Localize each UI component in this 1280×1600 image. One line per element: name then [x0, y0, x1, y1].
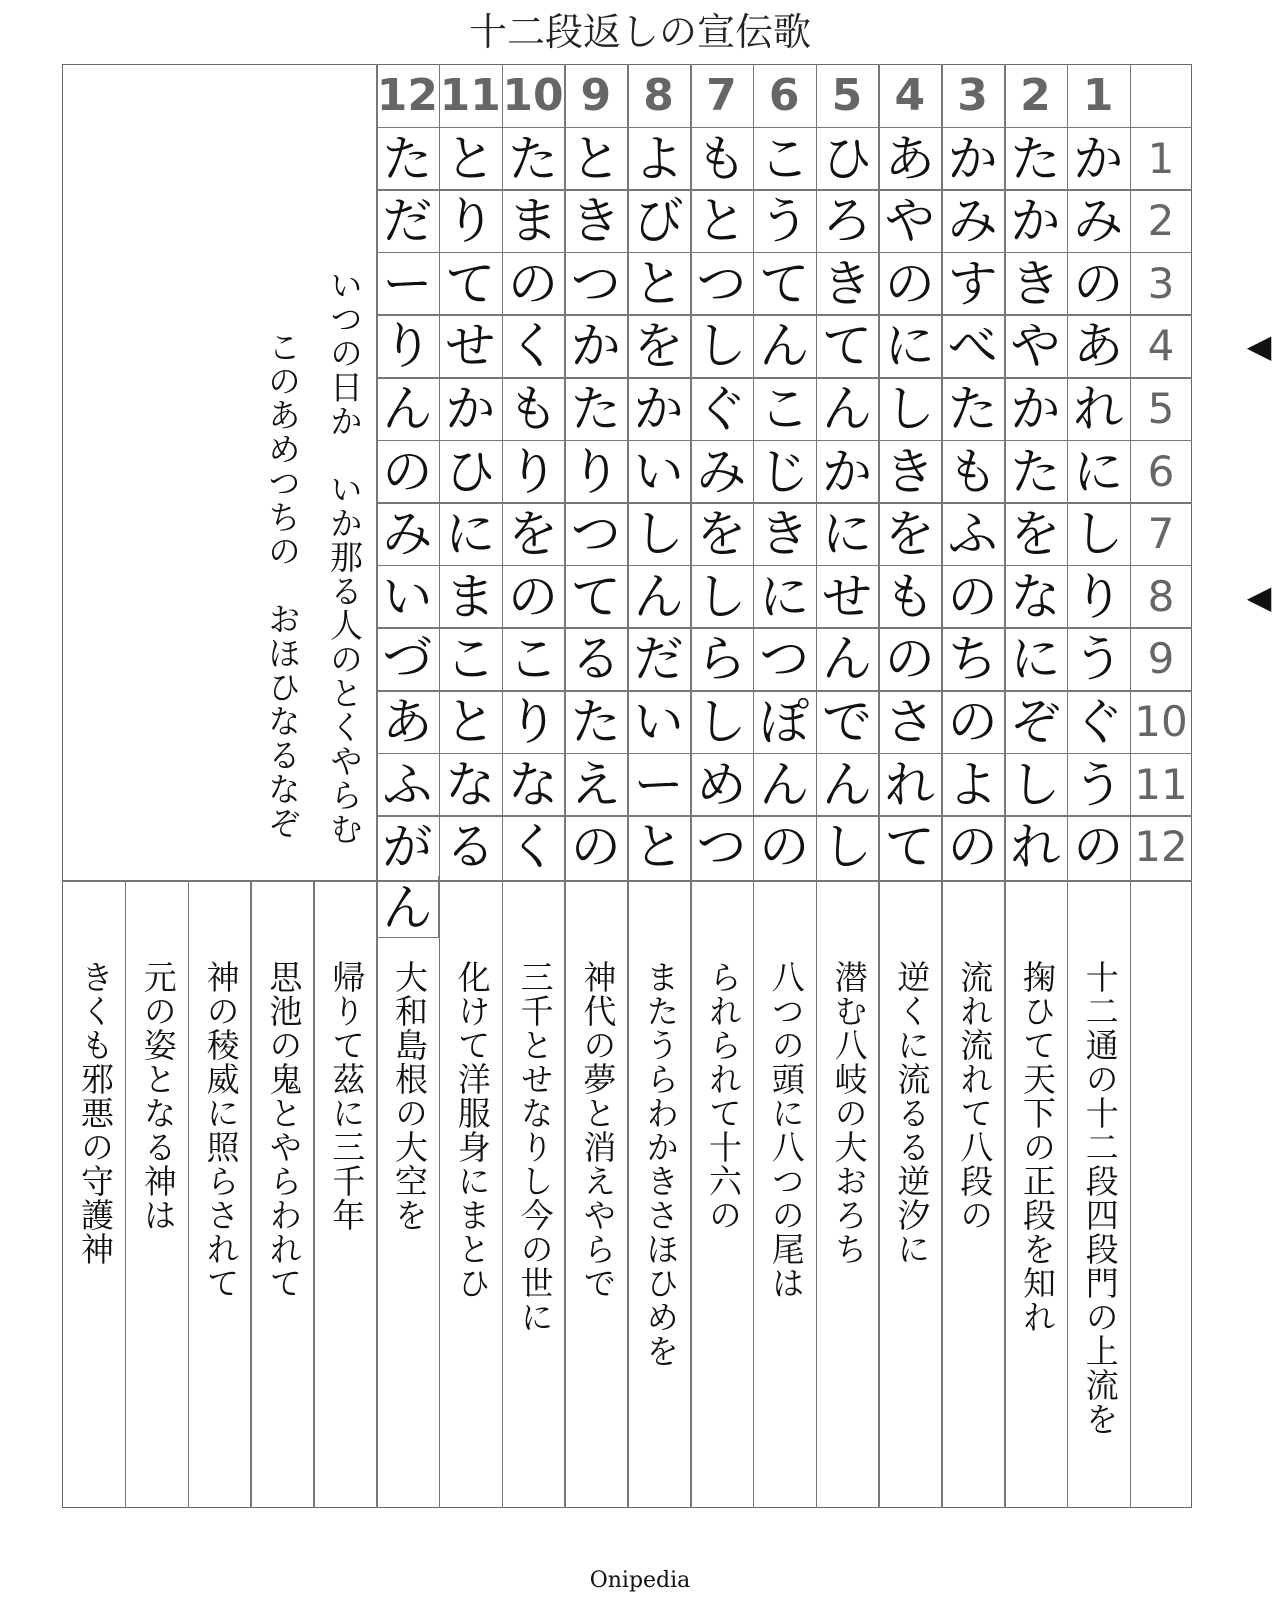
- kana-cell: や: [1010, 317, 1061, 376]
- column-number: 1: [1082, 70, 1114, 121]
- kana-cell: と: [633, 818, 684, 877]
- kana-cell: ひ: [445, 442, 496, 501]
- kana-cell: だ: [382, 192, 433, 251]
- kana-cell: り: [1073, 567, 1124, 626]
- riddle-line-2: このあめつちの おほひなるなぞ: [263, 330, 302, 840]
- kana-cell: ま: [507, 192, 558, 251]
- verse-col-line: [941, 880, 943, 1508]
- verse-col-line: [878, 880, 880, 1508]
- kana-cell: し: [696, 693, 747, 751]
- kana-cell: こ: [759, 380, 810, 438]
- column-number: 9: [580, 70, 612, 121]
- verse-line: 掬ひて天下の正段を知れ: [1018, 960, 1057, 1334]
- kana-cell: べ: [947, 317, 998, 376]
- kana-cell: き: [759, 505, 810, 564]
- row-marker-arrow-icon: ◀: [1246, 327, 1272, 366]
- kana-cell: を: [633, 317, 684, 376]
- column-number: 2: [1020, 70, 1051, 121]
- kana-cell-extra: ん: [376, 876, 439, 939]
- kana-cell: り: [507, 442, 558, 501]
- kana-cell: よ: [633, 129, 684, 188]
- kana-cell: つ: [570, 254, 621, 313]
- kana-cell: あ: [382, 693, 433, 751]
- kana-cell: が: [382, 818, 433, 877]
- kana-cell: め: [696, 755, 747, 814]
- row-number: 11: [1134, 759, 1188, 809]
- kana-cell: に: [884, 317, 935, 376]
- kana-cell: か: [1010, 380, 1061, 438]
- kana-cell: も: [696, 129, 747, 188]
- verse-col-line: [376, 880, 378, 1508]
- row-number: 8: [1147, 571, 1175, 621]
- kana-cell: ん: [633, 567, 684, 626]
- verse-line: きくも邪悪の守護神: [76, 960, 115, 1266]
- verse-line: 化けて洋服身にまとひ: [452, 960, 492, 1300]
- kana-cell: ぽ: [759, 693, 810, 751]
- kana-cell: く: [507, 818, 558, 877]
- kana-cell: つ: [696, 254, 747, 313]
- row-number: 4: [1147, 321, 1175, 371]
- kana-cell: も: [947, 442, 998, 501]
- kana-cell: り: [382, 317, 433, 376]
- kana-cell: で: [821, 693, 872, 751]
- row-number: 9: [1147, 634, 1175, 684]
- kana-cell: も: [507, 380, 558, 438]
- kana-cell: の: [947, 567, 998, 626]
- kana-cell: の: [947, 818, 998, 877]
- kana-cell: れ: [1010, 818, 1061, 877]
- row-number: 3: [1147, 258, 1175, 308]
- kana-cell: か: [570, 317, 621, 376]
- kana-cell: ひ: [821, 129, 872, 188]
- verse-col-line: [690, 880, 692, 1508]
- kana-cell: と: [570, 129, 621, 188]
- kana-cell: ー: [633, 755, 684, 814]
- kana-cell: の: [507, 567, 558, 626]
- kana-cell: ろ: [821, 192, 872, 251]
- kana-cell: て: [570, 567, 621, 626]
- riddle-line-1: いつの日か いか那る人のとくやらむ: [325, 268, 364, 846]
- column-number: 8: [643, 70, 674, 121]
- kana-cell: よ: [947, 755, 998, 814]
- kana-cell: を: [696, 505, 747, 564]
- verse-col-line: [188, 880, 190, 1508]
- kana-cell: し: [884, 380, 935, 438]
- kana-cell: か: [821, 442, 872, 501]
- kana-cell: づ: [382, 630, 433, 689]
- row-number: 6: [1147, 446, 1175, 496]
- column-number: 3: [957, 70, 988, 121]
- kana-cell: こ: [759, 129, 810, 188]
- kana-cell: す: [947, 254, 998, 313]
- kana-cell: み: [1073, 192, 1124, 251]
- kana-cell: り: [570, 442, 621, 501]
- kana-cell: し: [696, 317, 747, 376]
- kana-cell: る: [570, 630, 621, 689]
- kana-cell: み: [947, 192, 998, 251]
- kana-cell: い: [633, 693, 684, 751]
- kana-cell: ち: [947, 630, 998, 689]
- kana-cell: こ: [445, 630, 496, 689]
- kana-cell: き: [884, 442, 935, 501]
- verse-line: またうらわかきさほひめを: [641, 960, 681, 1368]
- verse-col-line: [502, 880, 504, 1508]
- kana-cell: た: [947, 380, 998, 438]
- verse-line: 流れ流れて八段の: [955, 960, 995, 1232]
- kana-cell: ま: [445, 567, 496, 626]
- verse-line: られられて十六の: [704, 960, 743, 1232]
- kana-cell: つ: [696, 818, 747, 877]
- verse-line: 元の姿となる神は: [138, 960, 178, 1232]
- kana-cell: し: [696, 567, 747, 626]
- kana-cell: の: [884, 254, 935, 313]
- kana-cell: か: [633, 380, 684, 438]
- verse-col-line: [1004, 880, 1006, 1508]
- kana-cell: さ: [884, 693, 935, 751]
- kana-cell: な: [1010, 567, 1061, 626]
- column-number: 5: [831, 70, 863, 121]
- verse-line: 潜む八岐の大おろち: [829, 960, 869, 1266]
- kana-cell: た: [1010, 442, 1061, 501]
- kana-cell: の: [1073, 818, 1124, 877]
- kana-cell: に: [759, 567, 810, 626]
- kana-cell: と: [696, 192, 747, 251]
- kana-cell: ぐ: [696, 380, 747, 438]
- kana-cell: に: [1073, 442, 1124, 501]
- kana-cell: つ: [759, 630, 810, 689]
- kana-cell: か: [1010, 192, 1061, 251]
- kana-cell: し: [633, 505, 684, 564]
- kana-cell: ん: [759, 755, 810, 814]
- column-number: 4: [894, 70, 926, 121]
- kana-cell: も: [884, 567, 935, 626]
- kana-cell: を: [507, 505, 558, 564]
- kana-cell: せ: [445, 317, 496, 376]
- kana-cell: じ: [759, 442, 810, 501]
- kana-cell: の: [507, 254, 558, 313]
- verse-line: 神の稜威に照らされて: [201, 960, 241, 1300]
- row-number: 10: [1134, 697, 1188, 746]
- kana-cell: に: [821, 505, 872, 564]
- verse-col-line: [313, 880, 315, 1508]
- column-number: 7: [706, 70, 737, 121]
- kana-cell: て: [759, 254, 810, 313]
- kana-cell: ん: [759, 317, 810, 376]
- kana-cell: き: [1010, 254, 1061, 313]
- verse-col-line: [125, 880, 127, 1508]
- kana-cell: を: [1010, 505, 1061, 564]
- kana-cell: み: [382, 505, 433, 564]
- verse-line: 十二通の十二段四段門の上流を: [1080, 960, 1120, 1436]
- verse-col-line: [250, 880, 252, 1508]
- kana-cell: し: [821, 818, 872, 877]
- verse-col-line: [1067, 880, 1069, 1508]
- verse-line: 逆くに流るる逆汐に: [892, 960, 932, 1266]
- source-credit: Onipedia: [589, 1568, 691, 1593]
- kana-cell: だ: [633, 630, 684, 689]
- kana-cell: た: [570, 380, 621, 438]
- verse-line: 大和島根の大空を: [390, 960, 429, 1232]
- kana-cell: て: [821, 317, 872, 376]
- kana-cell: ん: [821, 380, 872, 438]
- kana-cell: あ: [884, 129, 935, 188]
- row-marker-arrow-icon: ◀: [1246, 577, 1272, 616]
- kana-cell: て: [884, 818, 935, 877]
- kana-cell: の: [570, 818, 621, 877]
- kana-cell: を: [884, 505, 935, 564]
- kana-cell: か: [1073, 129, 1124, 188]
- kana-cell: の: [382, 442, 433, 501]
- kana-cell: ん: [821, 755, 872, 814]
- row-number: 2: [1147, 196, 1175, 246]
- kana-cell: に: [1010, 630, 1061, 689]
- kana-cell: き: [821, 254, 872, 313]
- verse-line: 神代の夢と消えやらで: [578, 960, 618, 1300]
- verse-col-line: [627, 880, 629, 1508]
- kana-cell: と: [633, 254, 684, 313]
- column-number: 11: [439, 70, 501, 121]
- kana-cell: い: [382, 567, 433, 626]
- column-number: 6: [768, 70, 800, 121]
- kana-cell: と: [445, 129, 496, 188]
- verse-line: 思池の鬼とやらわれて: [264, 960, 304, 1300]
- kana-cell: の: [759, 818, 810, 877]
- kana-cell: ー: [382, 254, 433, 313]
- kana-cell: あ: [1073, 317, 1124, 376]
- page-title: 十二段返しの宣伝歌: [468, 10, 811, 54]
- kana-cell: ん: [382, 380, 433, 438]
- kana-cell: の: [884, 630, 935, 689]
- verse-line: 帰りて茲に三千年: [327, 960, 367, 1232]
- kana-cell: つ: [570, 505, 621, 564]
- kana-cell: し: [1073, 505, 1124, 564]
- kana-cell: た: [507, 129, 558, 188]
- row-number: 1: [1147, 133, 1175, 183]
- kana-cell: く: [507, 317, 558, 376]
- verse-col-line: [816, 880, 818, 1508]
- kana-cell: か: [445, 380, 496, 438]
- kana-cell: み: [696, 442, 747, 501]
- kana-cell: び: [633, 192, 684, 251]
- kana-cell: の: [947, 693, 998, 751]
- column-number: 12: [376, 70, 439, 121]
- kana-cell: り: [445, 192, 496, 251]
- kana-cell: き: [570, 192, 621, 251]
- kana-cell: に: [445, 505, 496, 564]
- verse-col-line: [753, 880, 755, 1508]
- kana-cell: て: [445, 254, 496, 313]
- kana-cell: な: [507, 755, 558, 814]
- kana-cell: こ: [507, 630, 558, 689]
- kana-cell: う: [1073, 630, 1124, 689]
- kana-cell: せ: [821, 567, 872, 626]
- row-number: 12: [1134, 822, 1188, 872]
- kana-cell: た: [570, 693, 621, 751]
- kana-cell: り: [507, 693, 558, 751]
- kana-cell: ら: [696, 630, 747, 689]
- kana-cell: ん: [821, 630, 872, 689]
- kana-cell: ぞ: [1010, 693, 1061, 751]
- kana-cell: や: [884, 192, 935, 251]
- verse-line: 八つの頭に八つの尾は: [766, 960, 806, 1300]
- kana-cell: れ: [884, 755, 935, 814]
- kana-cell: た: [382, 129, 433, 188]
- kana-cell: の: [1073, 254, 1124, 313]
- verse-line: 三千とせなりし今の世に: [515, 960, 555, 1334]
- row-number: 5: [1147, 384, 1175, 433]
- kana-cell: ぐ: [1073, 693, 1124, 751]
- kana-cell: し: [1010, 755, 1061, 814]
- verse-col-line: [564, 880, 566, 1508]
- verse-col-line: [1130, 880, 1132, 1508]
- kana-cell: た: [1010, 129, 1061, 188]
- kana-cell: な: [445, 755, 496, 814]
- kana-cell: え: [570, 755, 621, 814]
- kana-cell: う: [759, 192, 810, 251]
- kana-cell: ふ: [947, 505, 998, 564]
- verse-col-line: [439, 880, 441, 1508]
- kana-cell: う: [1073, 755, 1124, 814]
- kana-cell: か: [947, 129, 998, 188]
- kana-cell: い: [633, 442, 684, 501]
- row-number: 7: [1147, 509, 1175, 559]
- kana-cell: と: [445, 693, 496, 751]
- kana-cell: る: [445, 818, 496, 877]
- column-number: 10: [502, 70, 564, 121]
- kana-cell: ふ: [382, 755, 433, 814]
- kana-cell: れ: [1073, 380, 1124, 438]
